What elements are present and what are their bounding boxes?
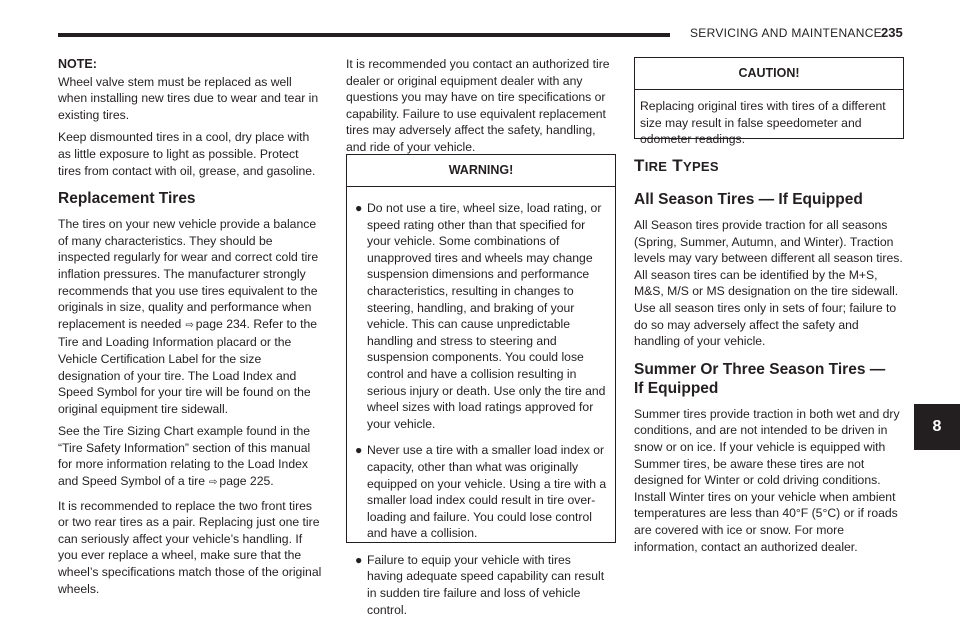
note-label: NOTE: xyxy=(58,57,97,71)
storage-paragraph: Keep dismounted tires in a cool, dry place with as little exposure to light as possible. Protect tires from contact with oil, grease, and gasoline. xyxy=(58,130,316,178)
replacement-text-b: Refer to the Tire and Loading Information placard or the Vehicle Certification Label for the size designation of your tire. The Load Index and Speed Symbol for your tire will be found on the original equipment tire sidewall. xyxy=(58,316,318,416)
column-right xyxy=(634,180,904,561)
warning-item-text: Do not use a tire, wheel size, load rating, or speed rating other than that specified for your vehicle. Some combinations of unapproved tires and wheels may change suspension dimensions and performance characteristics, resulting in changes to steering, handling, and braking of your vehicle. This can cause unpredictable handling and stress to steering and suspension components. You could lose control and have a collision resulting in serious injury or death. Use only the tire and wheel sizes with load ratings approved for your vehicle. xyxy=(367,201,606,431)
all-season-paragraph: All Season tires provide traction for all seasons (Spring, Summer, Autumn, and Winter). Traction levels may vary between different all season tires. All season tires can be identified by the M+S, M&S, M/S or MS designation on the tire sidewall. Use all season tires only in sets of four; failure to do so may adversely affect the safety and handling of your vehicle. xyxy=(634,218,903,349)
warning-title: WARNING! xyxy=(347,155,615,187)
pairs-paragraph: It is recommended to replace the two front tires or two rear tires as a pair. Replacing just one tire can seriously affect your vehicle’s handling. If you ever replace a wheel, make sure that the wheel’s specifications match those of the original wheels. xyxy=(58,498,322,596)
replacement-paragraph xyxy=(58,216,324,417)
sizing-chart-paragraph xyxy=(58,423,324,491)
tire-types-heading: TIRE TYPES xyxy=(634,156,719,175)
arrow-right-icon: ⇨ xyxy=(185,319,194,331)
chapter-tab[interactable]: 8 xyxy=(914,404,960,450)
header-rule xyxy=(58,33,670,37)
all-season-heading: All Season Tires — If Equipped xyxy=(634,191,863,208)
arrow-right-icon: ⇨ xyxy=(209,477,218,489)
summer-tires-heading: Summer Or Three Season Tires — If Equipped xyxy=(634,360,886,397)
replacement-text-a: The tires on your new vehicle provide a balance of many characteristics. They should be inspected regularly for wear and correct cold tire inflation pressures. The manufacturer strongly recommends that you use tires equivalent to the originals in size, quality and performance when replacement is needed xyxy=(58,217,319,331)
warning-item-text: Failure to equip your vehicle with tires having adequate speed capability can result in sudden tire failure and loss of vehicle control. xyxy=(367,552,605,617)
page-reference-link[interactable]: page 234. xyxy=(195,316,250,331)
column-left xyxy=(58,56,324,603)
bullet-icon: ● xyxy=(355,443,363,458)
warning-item-text: Never use a tire with a smaller load index or capacity, other than what was originally equipped on your vehicle. Using a tire with a smaller load index could result in tire overloading and failure. You could lose control and have a collision. xyxy=(367,443,607,541)
column-middle xyxy=(346,56,614,162)
bullet-icon: ● xyxy=(355,552,363,567)
warning-item xyxy=(355,200,607,432)
caution-title: CAUTION! xyxy=(635,58,903,90)
running-header-title: SERVICING AND MAINTENANCE xyxy=(690,26,882,40)
bullet-icon: ● xyxy=(355,201,363,215)
warning-item xyxy=(355,442,607,542)
caution-box xyxy=(634,57,904,147)
warning-list xyxy=(347,187,615,618)
note-text: Wheel valve stem must be replaced as well when installing new tires due to wear and tear in existing tires. xyxy=(58,74,319,122)
page-reference-link[interactable]: page 225. xyxy=(219,474,274,489)
dealer-paragraph: It is recommended you contact an authorized tire dealer or original equipment dealer with any questions you may have on tire specifications or capability. Failure to use equivalent replacement tires may adversely affect the safety, handling, and ride of your vehicle. xyxy=(346,57,610,154)
page-number: 235 xyxy=(881,25,903,40)
caution-text: Replacing original tires with tires of a different size may result in false speedometer and odometer readings. xyxy=(640,99,886,147)
warning-box xyxy=(346,154,616,617)
summer-tires-paragraph: Summer tires provide traction in both wet and dry conditions, and are not intended to be driven in snow or on ice. If your vehicle is equipped with Summer tires, be aware these tires are not designed for Winter or cold driving conditions. Install Winter tires on your vehicle when ambient temperatures are less than 40°F (5°C) or if roads are covered with ice or snow. For more information, contact an authorized dealer. xyxy=(634,406,900,554)
sizing-chart-text: See the Tire Sizing Chart example found in the “Tire Safety Information” section of this manual for more information relating to the Load Index and Speed Symbol of a tire xyxy=(58,424,311,489)
replacement-tires-heading: Replacement Tires xyxy=(58,190,196,208)
warning-item xyxy=(355,552,607,618)
